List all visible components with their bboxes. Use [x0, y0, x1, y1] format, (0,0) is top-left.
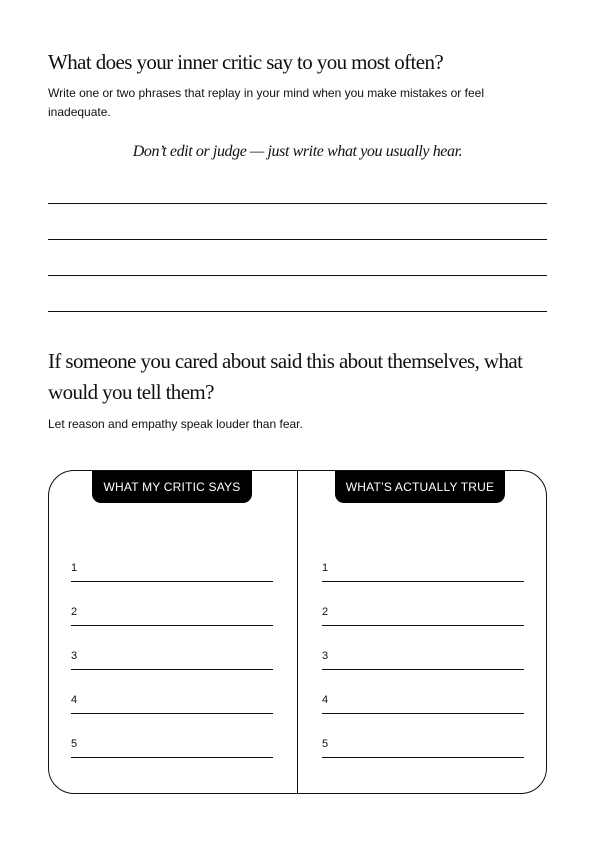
critic-entry-line[interactable]: [71, 691, 273, 714]
entry-number: 3: [322, 650, 329, 662]
entry-number: 4: [322, 694, 329, 706]
writing-line-2[interactable]: [48, 239, 547, 240]
entry-number: 4: [71, 694, 78, 706]
section1-heading: What does your inner critic say to you most often?: [48, 50, 444, 74]
actually-true-header: WHAT’S ACTUALLY TRUE: [335, 471, 505, 503]
writing-line-3[interactable]: [48, 275, 547, 276]
entry-number: 5: [71, 738, 78, 750]
column-divider: [297, 471, 298, 793]
entry-number: 2: [322, 606, 329, 618]
truth-entry-line[interactable]: [322, 735, 524, 758]
section1-description: Write one or two phrases that replay in your mind when you make mistakes or feel inadequate.: [48, 86, 484, 119]
truth-entry-line[interactable]: [322, 647, 524, 670]
section2-description: Let reason and empathy speak louder than fear.: [48, 417, 303, 431]
section1-instruction: Don’t edit or judge — just write what you usually hear.: [132, 143, 463, 160]
reframe-table: [48, 470, 547, 794]
critic-entry-line[interactable]: [71, 735, 273, 758]
writing-line-1[interactable]: [48, 203, 547, 204]
critic-says-header: WHAT MY CRITIC SAYS: [92, 471, 252, 503]
entry-number: 2: [71, 606, 78, 618]
entry-number: 3: [71, 650, 78, 662]
truth-entry-line[interactable]: [322, 559, 524, 582]
truth-entry-line[interactable]: [322, 603, 524, 626]
critic-entry-line[interactable]: [71, 559, 273, 582]
critic-entry-line[interactable]: [71, 647, 273, 670]
entry-number: 1: [322, 562, 329, 574]
section2-heading: If someone you cared about said this about themselves, what would you tell them?: [48, 349, 523, 404]
entry-number: 5: [322, 738, 329, 750]
truth-entry-line[interactable]: [322, 691, 524, 714]
entry-number: 1: [71, 562, 78, 574]
critic-entry-line[interactable]: [71, 603, 273, 626]
writing-line-4[interactable]: [48, 311, 547, 312]
